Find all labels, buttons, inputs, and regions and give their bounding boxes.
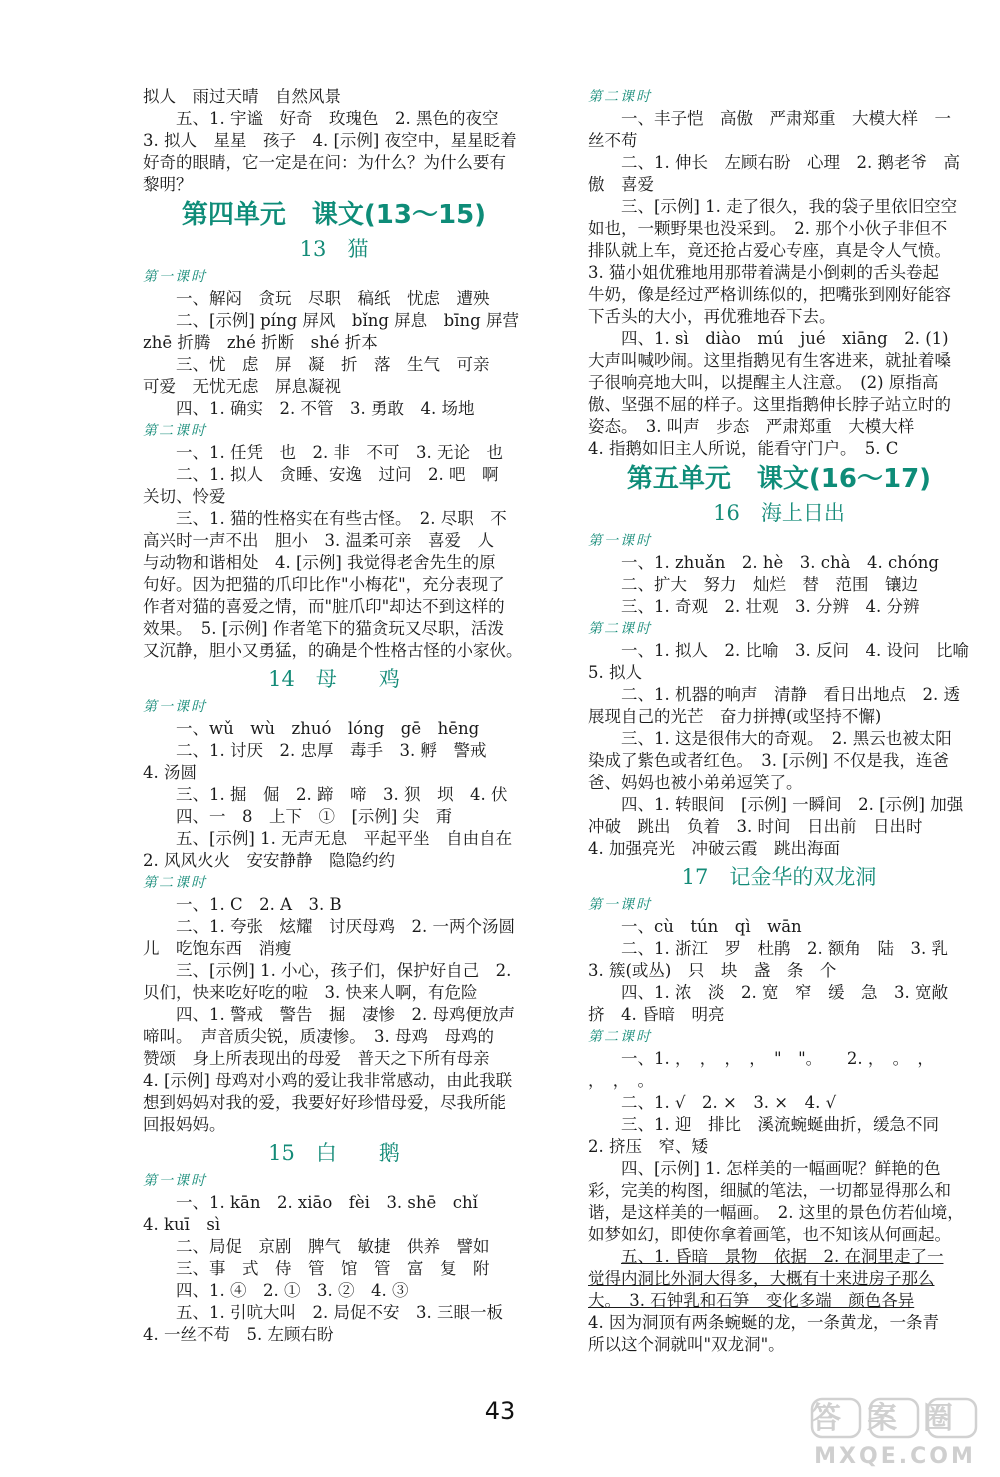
answer-line: 大声叫喊吵闹。这里指鹅见有生客进来，就扯着嗓	[588, 351, 951, 370]
answer-line: 一、1. C 2. A 3. B	[176, 895, 342, 914]
answer-line: 一、wǔ wù zhuó lóng gē hēng	[176, 719, 480, 738]
answer-line: 三、1. 迎 排比 溪流蜿蜒曲折，缓急不同	[621, 1115, 939, 1134]
answer-line: 四、1. 浓 淡 2. 宽 窄 缓 急 3. 宽敞	[621, 983, 948, 1002]
answer-line: 冲破 跳出 负着 3. 时间 日出前 日出时	[588, 817, 923, 836]
answer-line: 回报妈妈。	[143, 1115, 226, 1134]
answer-line: 二、1. 伸长 左顾右盼 心理 2. 鹅老爷 高	[621, 153, 960, 172]
lesson-title: 15 白 鹅	[268, 1141, 400, 1165]
answer-line: 四、一 8 上下 ① [示例] 尖 甭	[176, 807, 453, 826]
session-label: 第一课时	[143, 1173, 207, 1189]
answer-line: 4. 一丝不苟 5. 左顾右盼	[143, 1325, 334, 1344]
answer-line: 五、1. 昏暗 景物 依据 2. 在洞里走了一	[621, 1247, 944, 1266]
answer-line: 傲、坚强不屈的样子。这里指鹅伸长脖子站立时的	[588, 395, 951, 414]
answer-line: 二、局促 京剧 脾气 敏捷 供养 譬如	[176, 1237, 490, 1256]
answer-line: 四、1. sì diào mú jué xiāng 2. (1)	[621, 329, 949, 348]
answer-line: 一、1. ， ， ， ， " "。 2. ， 。 ，	[621, 1049, 934, 1068]
lesson-title: 16 海上日出	[713, 501, 845, 525]
answer-line: 五、1. 引吭大叫 2. 局促不安 3. 三眼一板	[176, 1303, 503, 1322]
session-label: 第一课时	[143, 699, 207, 715]
answer-line: 4. 汤圆	[143, 763, 197, 782]
answer-line: 啼叫。 声音质尖锐，质凄惨。 3. 母鸡 母鸡的	[143, 1027, 494, 1046]
watermark-logo	[808, 1395, 983, 1469]
answer-line: 高兴时一声不出 胆小 3. 温柔可亲 喜爱 人	[143, 531, 494, 550]
answer-line: 二、1. 讨厌 2. 忠厚 毒手 3. 孵 警戒	[176, 741, 487, 760]
answer-line: 效果。 5. [示例] 作者笔下的猫贪玩又尽职，活泼	[143, 619, 504, 638]
answer-line: 二、1. 机器的响声 清静 看日出地点 2. 透	[621, 685, 960, 704]
answer-line: 如也，一颗野果也没采到。 2. 那个小伙子非但不	[588, 219, 948, 238]
answer-line: 三、1. 这是很伟大的奇观。 2. 黑云也被太阳	[621, 729, 952, 748]
answer-line: 大。 3. 石钟乳和石笋 变化多端 颜色各异	[588, 1291, 915, 1310]
answer-line: 好奇的眼睛，它一定是在问：为什么？为什么要有	[143, 153, 506, 172]
session-label: 第二课时	[143, 423, 207, 439]
answer-line: 二、扩大 努力 灿烂 替 范围 镶边	[621, 575, 918, 594]
unit-title: 第四单元 课文(13～15)	[181, 200, 487, 230]
answer-line: 三、1. 猫的性格实在有些古怪。 2. 尽职 不	[176, 509, 507, 528]
answer-line: 二、1. √ 2. × 3. × 4. √	[621, 1093, 837, 1112]
answer-line: 五、[示例] 1. 无声无息 平起平坐 自由自在	[176, 829, 513, 848]
answer-line: 三、忧 虑 屏 凝 折 落 生气 可亲	[176, 355, 490, 374]
session-label: 第二课时	[588, 89, 652, 105]
answer-line: 贝们，快来吃好吃的啦 3. 快来人啊，有危险	[143, 983, 478, 1002]
right-column	[588, 86, 970, 1356]
page-number: 43	[484, 1397, 516, 1425]
session-label: 第一课时	[143, 269, 207, 285]
answer-line: 四、1. 确实 2. 不管 3. 勇敢 4. 场地	[176, 399, 475, 418]
answer-line: 三、[示例] 1. 走了很久，我的袋子里依旧空空	[621, 197, 958, 216]
answer-line: ， ， 。	[588, 1071, 654, 1090]
answer-line: 2. 挤压 窄、矮	[588, 1137, 708, 1156]
answer-line: 排队就上车，竟还抢占爱心专座，真是令人气愤。	[588, 241, 951, 260]
answer-line: 彩，完美的构图，细腻的笔法，一切都显得那么和	[588, 1181, 951, 1200]
answer-line: 一、1. 拟人 2. 比喻 3. 反问 4. 设问 比喻	[621, 641, 969, 660]
answer-line: 4. 加强亮光 冲破云霞 跳出海面	[588, 839, 840, 858]
answer-line: 所以这个洞就叫"双龙洞"。	[588, 1335, 785, 1354]
session-label: 第二课时	[588, 621, 652, 637]
answer-line: zhē 折腾 zhé 折断 shé 折本	[143, 333, 378, 352]
answer-line: 丝不苟	[588, 131, 638, 150]
answer-line: 2. 风风火火 安安静静 隐隐约约	[143, 851, 395, 870]
answer-line: 展现自己的光芒 奋力拼搏(或坚持不懈)	[588, 707, 882, 726]
answer-line: 想到妈妈对我的爱，我要好好珍惜母爱，尽我所能	[143, 1093, 506, 1112]
watermark-text-bottom: MXQE.COM	[814, 1444, 976, 1469]
answer-line: 四、[示例] 1. 怎样美的一幅画呢？鲜艳的色	[621, 1159, 941, 1178]
answer-line: 四、1. ④ 2. ① 3. ② 4. ③	[176, 1281, 409, 1300]
answer-line: 染成了紫色或者红色。 3. [示例] 不仅是我，连爸	[588, 751, 949, 770]
answer-line: 3. 拟人 星星 孩子 4. [示例] 夜空中，星星眨着	[143, 131, 517, 150]
unit-title: 第五单元 课文(16～17)	[626, 464, 932, 494]
answer-line: 一、解闷 贪玩 尽职 稿纸 忧虑 遭殃	[176, 289, 490, 308]
answer-line: 一、1. zhuǎn 2. hè 3. chà 4. chóng	[621, 553, 939, 572]
lesson-title: 17 记金华的双龙洞	[681, 865, 877, 889]
answer-line: 赞颂 身上所表现出的母爱 普天之下所有母亲	[143, 1049, 490, 1068]
answer-line: 如梦如幻，即使你拿着画笔，也不知该从何画起。	[588, 1225, 951, 1244]
left-column	[143, 86, 525, 1346]
answer-line: 作者对猫的喜爱之情，而"脏爪印"却达不到这样的	[143, 597, 505, 616]
answer-line: 一、cù tún qì wān	[621, 917, 802, 936]
answer-line: 下舌头的大小，再优雅地吞下去。	[588, 307, 836, 326]
answer-line: 挤 4. 昏暗 明亮	[588, 1005, 725, 1024]
answer-line: 四、1. 警戒 警告 掘 凄惨 2. 母鸡便放声	[176, 1005, 515, 1024]
session-label: 第一课时	[588, 897, 652, 913]
answer-line: 4. 指鹅如旧主人所说，能看守门户。 5. C	[588, 439, 899, 458]
answer-line: 四、1. 转眼间 [示例] 一瞬间 2. [示例] 加强	[621, 795, 964, 814]
answer-line: 三、1. 奇观 2. 壮观 3. 分辨 4. 分辨	[621, 597, 920, 616]
watermark-text-top: 答案圈	[811, 1401, 979, 1436]
answer-line: 三、事 式 侍 管 馆 管 富 复 附	[176, 1259, 490, 1278]
answer-line: 二、1. 拟人 贪睡、安逸 过问 2. 吧 啊	[176, 465, 499, 484]
answer-line: 爸、妈妈也被小弟弟逗笑了。	[588, 773, 803, 792]
answer-line: 二、1. 浙江 罗 杜鹃 2. 额角 陆 3. 乳	[621, 939, 948, 958]
answer-line: 黎明？	[143, 175, 193, 194]
answer-line: 觉得内洞比外洞大得多，大概有十来进房子那么	[588, 1269, 935, 1288]
answer-line: 与动物和谐相处 4. [示例] 我觉得老舍先生的原	[143, 553, 496, 572]
lesson-title: 14 母 鸡	[268, 667, 400, 691]
answer-line: 一、1. kān 2. xiāo fèi 3. shē chǐ	[176, 1193, 478, 1212]
session-label: 第二课时	[588, 1029, 652, 1045]
answer-line: 一、1. 任凭 也 2. 非 不可 3. 无论 也	[176, 443, 503, 462]
session-label: 第一课时	[588, 533, 652, 549]
answer-line: 姿态。 3. 叫声 步态 严肃郑重 大模大样	[588, 417, 915, 436]
answer-line: 傲 喜爱	[588, 175, 654, 194]
answer-line: 二、1. 夸张 炫耀 讨厌母鸡 2. 一两个汤圆	[176, 917, 515, 936]
answer-line: 3. 簇(或丛) 只 块 盏 条 个	[588, 961, 837, 980]
answer-line: 牛奶，像是经过严格训练似的，把嘴张到刚好能容	[588, 285, 951, 304]
answer-line: 3. 猫小姐优雅地用那带着满是小倒刺的舌头卷起	[588, 263, 939, 282]
answer-line: 一、丰子恺 高傲 严肃郑重 大模大样 一	[621, 109, 951, 128]
answer-line: 关切、怜爱	[143, 487, 226, 506]
answer-line: 可爱 无忧无虑 屏息凝视	[143, 377, 341, 396]
session-label: 第二课时	[143, 875, 207, 891]
answer-line: 三、1. 掘 倔 2. 蹄 啼 3. 狈 坝 4. 伏	[176, 785, 508, 804]
answer-line: 谐，是这样美的一幅画。 2. 这里的景色仿若仙境，	[588, 1203, 964, 1222]
answer-line: 句好。因为把猫的爪印比作"小梅花"，充分表现了	[143, 575, 505, 594]
answer-line: 三、[示例] 1. 小心，孩子们，保护好自己 2.	[176, 961, 512, 980]
answer-line: 拟人 雨过天晴 自然风景	[143, 87, 341, 106]
answer-line: 4. [示例] 母鸡对小鸡的爱让我非常感动，由此我联	[143, 1071, 513, 1090]
lesson-title: 13 猫	[299, 237, 369, 261]
answer-line: 五、1. 宇谧 好奇 玫瑰色 2. 黑色的夜空	[176, 109, 499, 128]
answer-line: 子很响亮地大叫，以提醒主人注意。 (2) 原指高	[588, 373, 939, 392]
answer-line: 儿 吃饱东西 消瘦	[143, 939, 292, 958]
answer-line: 5. 拟人	[588, 663, 642, 682]
answer-line: 又沉静，胆小又勇猛，的确是个性格古怪的小家伙。	[143, 641, 523, 660]
answer-line: 4. kuī sì	[143, 1215, 221, 1234]
answer-line: 二、[示例] píng 屏风 bǐng 屏息 bīng 屏营	[176, 311, 519, 330]
answer-line: 4. 因为洞顶有两条蜿蜒的龙，一条黄龙，一条青	[588, 1313, 939, 1332]
